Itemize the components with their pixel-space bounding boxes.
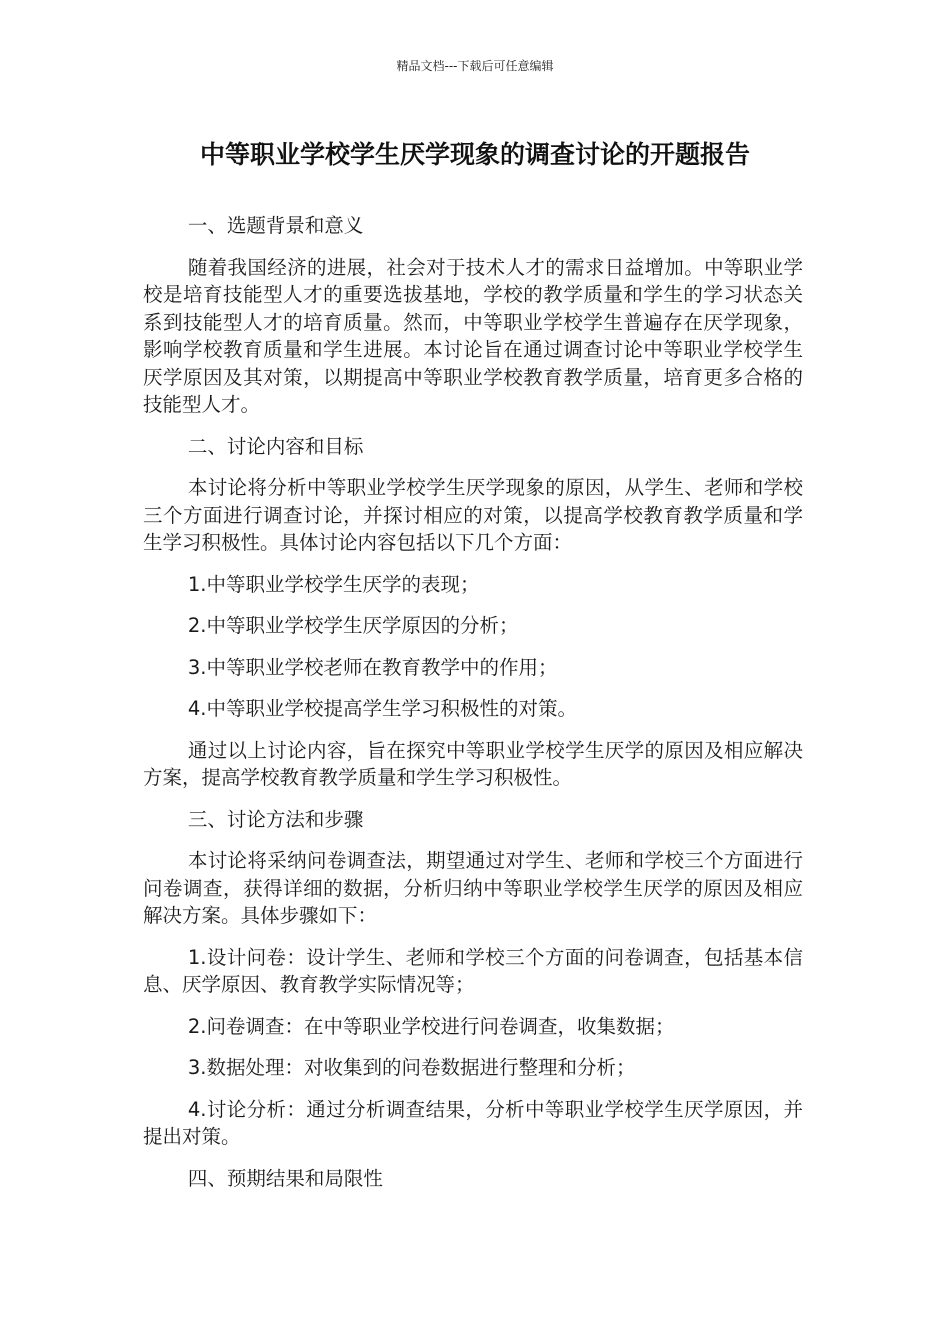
- paragraph-summary: 通过以上讨论内容，旨在探究中等职业学校学生厌学的原因及相应解决方案，提高学校教育教学质量和学生学习积极性。: [143, 738, 803, 789]
- step-item: 1.设计问卷：设计学生、老师和学校三个方面的问卷调查，包括基本信息、厌学原因、教育教学实际情况等；: [143, 945, 803, 996]
- step-item: 3.数据处理：对收集到的问卷数据进行整理和分析；: [187, 1056, 636, 1079]
- document-title: 中等职业学校学生厌学现象的调查讨论的开题报告: [199, 140, 750, 169]
- paragraph-background: 随着我国经济的进展，社会对于技术人才的需求日益增加。中等职业学校是培育技能型人才的重要选拔基地，学校的教学质量和学生的学习状态关系到技能型人才的培育质量。然而，中等职业学校学生普遍存在厌学现象，影响学校教育质量和学生进展。本讨论旨在通过调查讨论中等职业学校学生厌学原因及其对策，以期提高中等职业学校教育教学质量，培育更多合格的技能型人才。: [143, 255, 803, 416]
- section-heading-2: 二、讨论内容和目标: [187, 434, 364, 458]
- section-heading-1: 一、选题背景和意义: [187, 214, 364, 237]
- list-item: 1.中等职业学校学生厌学的表现；: [187, 572, 480, 596]
- section-heading-4: 四、预期结果和局限性: [187, 1166, 383, 1190]
- paragraph-content: 本讨论将分析中等职业学校学生厌学现象的原因，从学生、老师和学校三个方面进行调查讨论，并探讨相应的对策，以提高学校教育教学质量和学生学习积极性。具体讨论内容包括以下几个方面：: [143, 476, 803, 554]
- list-item: 3.中等职业学校老师在教育教学中的作用；: [187, 655, 558, 679]
- step-item: 2.问卷调查：在中等职业学校进行问卷调查，收集数据；: [187, 1014, 675, 1038]
- section-heading-3: 三、讨论方法和步骤: [187, 807, 364, 831]
- list-item: 2.中等职业学校学生厌学原因的分析；: [187, 614, 519, 637]
- document-body: [143, 212, 803, 1206]
- step-item: 4.讨论分析：通过分析调查结果，分析中等职业学校学生厌学原因，并提出对策。: [143, 1097, 803, 1148]
- list-item: 4.中等职业学校提高学生学习积极性的对策。: [187, 697, 577, 720]
- header-note: 精品文档---下载后可任意编辑: [396, 59, 554, 73]
- paragraph-method: 本讨论将采纳问卷调查法，期望通过对学生、老师和学校三个方面进行问卷调查，获得详细的数据，分析归纳中等职业学校学生厌学的原因及相应解决方案。具体步骤如下：: [143, 849, 803, 927]
